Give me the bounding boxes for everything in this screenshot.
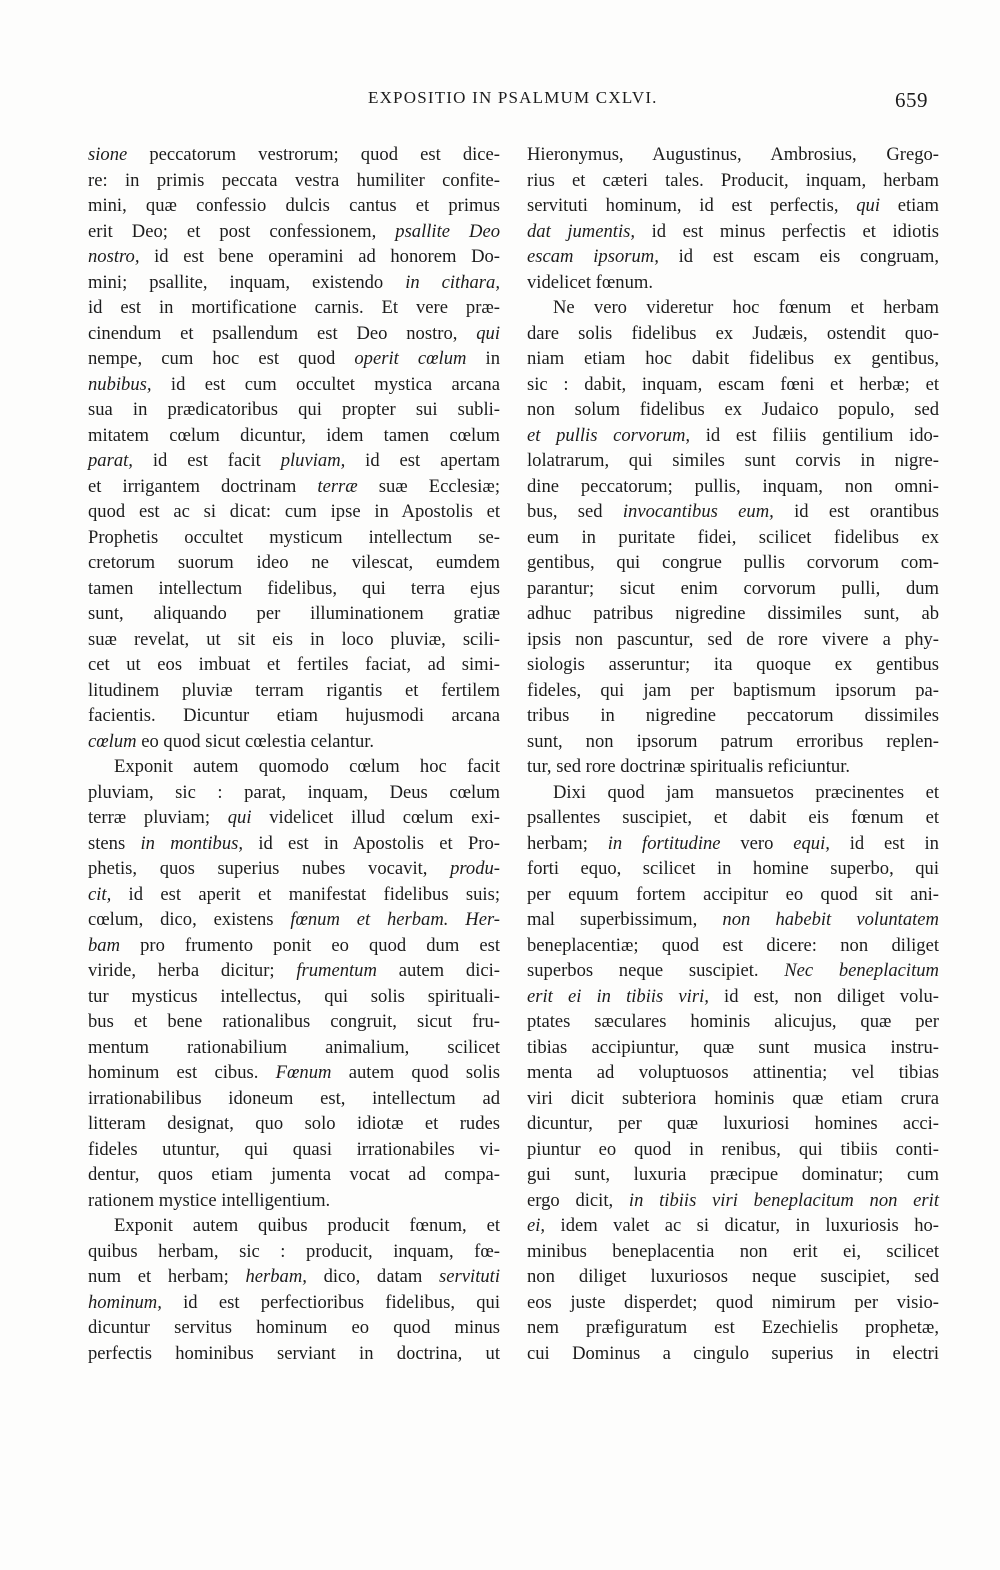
italic-text: cit, xyxy=(88,883,112,905)
text-line xyxy=(527,346,939,372)
text-segment: forti equo, scilicet in homine superbo, qui xyxy=(527,858,939,879)
text-segment: mini, quæ confessio dulcis cantus et primus xyxy=(88,195,500,216)
text-segment: viride, herba dicitur; xyxy=(88,960,297,981)
italic-text: dat jumentis, xyxy=(527,220,635,242)
text-segment: tur, sed rore doctrinæ spiritualis reficiuntur. xyxy=(527,756,851,777)
text-segment: nem præfiguratum est Ezechielis prophetæ, xyxy=(527,1317,939,1338)
text-line xyxy=(527,448,939,474)
text-line xyxy=(527,193,939,219)
text-segment: pro frumento ponit eo quod dum est xyxy=(120,934,500,956)
text-line xyxy=(527,703,939,729)
text-line xyxy=(88,1035,500,1061)
text-line xyxy=(527,1009,939,1035)
text-line xyxy=(527,1290,939,1316)
italic-text: terræ xyxy=(317,475,358,497)
text-line xyxy=(88,1137,500,1163)
text-line xyxy=(527,474,939,500)
text-segment: beneplacentiæ; quod est dicere: non diliget xyxy=(527,934,939,956)
italic-text: Fœnum xyxy=(275,1062,332,1083)
text-segment: fideles, qui jam per baptismum ipsorum pa- xyxy=(527,679,939,701)
text-segment: dine peccatorum; pullis, inquam, non omni- xyxy=(527,475,939,497)
text-line xyxy=(527,321,939,347)
text-segment: mini; psallite, inquam, existendo xyxy=(88,271,406,293)
text-line xyxy=(527,1086,939,1112)
italic-text: ei, xyxy=(527,1215,546,1236)
text-segment: tribus in nigredine peccatorum dissimiles xyxy=(527,705,939,726)
text-line xyxy=(527,1111,939,1137)
italic-text: cœlum xyxy=(88,730,137,752)
text-segment: id est in mortificatione carnis. Et vere præ- xyxy=(88,297,500,318)
text-line xyxy=(527,1239,939,1265)
text-line xyxy=(88,933,500,959)
text-line xyxy=(88,984,500,1010)
text-line xyxy=(527,1035,939,1061)
text-segment: rationem mystice intelligentium. xyxy=(88,1189,331,1211)
text-line xyxy=(88,270,500,296)
text-segment: id est in Apostolis et Pro- xyxy=(243,832,500,854)
text-line xyxy=(527,423,939,449)
text-segment: irrationabilibus idoneum est, intellectum ad xyxy=(88,1087,500,1109)
italic-text: in fortitudine xyxy=(607,832,721,854)
text-segment: hominum est cibus. xyxy=(88,1062,276,1083)
text-line xyxy=(88,958,500,984)
text-segment: facientis. Dicuntur etiam hujusmodi arcana xyxy=(88,705,500,726)
italic-text: frumentum xyxy=(296,960,377,981)
text-line xyxy=(88,1213,500,1239)
text-line xyxy=(88,1315,500,1341)
text-segment: mal superbissimum, xyxy=(527,909,723,930)
text-segment: Ne vero videretur hoc fœnum et herbam xyxy=(553,297,939,318)
text-line xyxy=(527,1188,939,1214)
text-line xyxy=(527,168,939,194)
text-line xyxy=(527,652,939,678)
text-segment: mentum rationabilium animalium, scilicet xyxy=(88,1036,500,1058)
text-line xyxy=(88,244,500,270)
text-line xyxy=(88,652,500,678)
text-segment: dicuntur servitus hominum eo quod minus xyxy=(88,1317,500,1338)
italic-text: parat, xyxy=(88,450,133,471)
text-segment: servituti hominum, id est perfectis, xyxy=(527,195,857,216)
text-line xyxy=(88,576,500,602)
text-segment: dentur, quos etiam jumenta vocat ad compa- xyxy=(88,1164,500,1185)
text-line xyxy=(88,372,500,398)
text-line xyxy=(88,601,500,627)
text-segment: gentibus, qui congrue pullis corvorum com- xyxy=(527,552,939,573)
text-segment: ptates sæculares hominis alicujus, quæ per xyxy=(527,1011,939,1032)
text-segment: viri dicit subteriora hominis quæ etiam crura xyxy=(527,1087,939,1109)
text-segment: videlicet illud cœlum exi- xyxy=(251,807,501,828)
italic-text: operit cœlum xyxy=(354,348,467,369)
text-segment: etiam xyxy=(879,195,939,216)
text-line xyxy=(88,780,500,806)
text-line xyxy=(527,907,939,933)
italic-text: et pullis corvorum, xyxy=(527,424,691,446)
text-segment: quibus herbam, sic : producit, inquam, fœ- xyxy=(88,1240,500,1262)
text-line xyxy=(527,219,939,245)
italic-text: in tibiis viri beneplacitum non erit xyxy=(628,1189,939,1211)
text-segment: rius et cæteri tales. Producit, inquam, herbam xyxy=(527,169,939,191)
text-line xyxy=(88,1264,500,1290)
text-line xyxy=(88,168,500,194)
text-segment: superbos neque suscipiet. xyxy=(527,960,785,981)
text-line xyxy=(88,550,500,576)
text-line xyxy=(527,1213,939,1239)
text-line xyxy=(527,1162,939,1188)
text-line xyxy=(88,1060,500,1086)
text-segment: pluviam, sic : parat, inquam, Deus cœlum xyxy=(88,781,500,803)
text-segment: herbam; xyxy=(527,832,608,854)
text-line xyxy=(527,244,939,270)
text-segment: eum in puritate fidei, scilicet fidelibus ex xyxy=(527,526,939,548)
text-segment: Hieronymus, Augustinus, Ambrosius, Grego- xyxy=(527,144,939,165)
text-line xyxy=(527,372,939,398)
text-segment: cinendum et psallendum est Deo nostro, xyxy=(88,322,477,344)
text-line xyxy=(88,1290,500,1316)
text-segment: sic : dabit, inquam, escam fœni et herbæ; et xyxy=(527,373,939,395)
text-segment: id est, non diliget volu- xyxy=(708,985,939,1007)
text-segment: fideles utuntur, qui quasi irrationabiles vi- xyxy=(88,1138,500,1160)
text-line xyxy=(88,448,500,474)
text-segment: et irrigantem doctrinam xyxy=(88,475,318,497)
text-segment: num et herbam; xyxy=(88,1266,246,1287)
italic-text: produ- xyxy=(450,858,500,879)
text-segment: litudinem pluviæ terram rigantis et fertilem xyxy=(88,679,500,701)
text-line xyxy=(88,499,500,525)
italic-text: qui xyxy=(476,322,500,344)
text-segment: id est escam eis congruam, xyxy=(658,246,939,267)
italic-text: hominum, xyxy=(88,1291,162,1313)
text-segment: lolatrarum, qui similes sunt corvis in nigre- xyxy=(527,450,939,471)
text-segment: ergo dicit, xyxy=(527,1189,629,1211)
text-segment: siologis asseruntur; ita quoque ex gentibus xyxy=(527,654,939,675)
text-segment: cui Dominus a cingulo superius in electri xyxy=(527,1342,939,1364)
text-segment: menta ad voluptuosos attinentia; vel tibias xyxy=(527,1062,939,1083)
text-line xyxy=(527,754,939,780)
text-line xyxy=(88,882,500,908)
text-line xyxy=(527,1341,939,1367)
text-segment: dico, datam xyxy=(306,1266,440,1287)
text-line xyxy=(88,1162,500,1188)
text-line xyxy=(88,295,500,321)
text-segment: non solum fidelibus ex Judaico populo, sed xyxy=(527,399,939,420)
right-column xyxy=(527,142,939,1366)
text-line xyxy=(527,1264,939,1290)
text-line xyxy=(88,423,500,449)
text-segment: stens xyxy=(88,832,141,854)
text-line xyxy=(527,601,939,627)
italic-text: qui xyxy=(856,195,880,216)
text-line xyxy=(88,831,500,857)
text-segment: psallentes suscipiet, et dabit eis fœnum et xyxy=(527,807,939,828)
text-line xyxy=(527,550,939,576)
text-line xyxy=(527,397,939,423)
text-segment: piuntur eo quod in renibus, qui tibiis conti- xyxy=(527,1138,939,1160)
italic-text: equi, xyxy=(793,832,830,854)
text-segment: niam etiam hoc dabit fidelibus ex gentibus, xyxy=(527,348,939,369)
text-segment: id est in xyxy=(829,832,939,854)
text-segment: dare solis fidelibus ex Judæis, ostendit quo- xyxy=(527,322,939,344)
italic-text: erit ei in tibiis viri, xyxy=(527,985,709,1007)
italic-text: escam ipsorum, xyxy=(527,246,659,267)
text-segment: cet ut eos imbuat et fertiles faciat, ad simi- xyxy=(88,654,500,675)
page-number: 659 xyxy=(895,88,928,112)
text-segment: dicuntur, per quæ luxuriosi homines acci- xyxy=(527,1113,939,1134)
text-segment: sua in prædicatoribus qui propter sui subli- xyxy=(88,399,500,420)
text-line xyxy=(88,856,500,882)
text-line xyxy=(88,1188,500,1214)
text-segment: phetis, quos superius nubes vocavit, xyxy=(88,858,451,879)
text-segment: bus et bene rationalibus congruit, sicut fru- xyxy=(88,1011,500,1032)
text-segment: id est bene operamini ad honorem Do- xyxy=(139,246,500,267)
text-segment: erit Deo; et post confessionem, xyxy=(88,220,396,242)
text-line xyxy=(527,576,939,602)
text-segment: sunt, aliquando per illuminationem gratiæ xyxy=(88,603,500,624)
italic-text: in montibus, xyxy=(140,832,244,854)
text-line xyxy=(88,1341,500,1367)
text-segment: id est cum occultet mystica arcana xyxy=(151,373,500,395)
italic-text: psallite Deo xyxy=(395,220,500,242)
text-segment: eo quod sicut cœlestia celantur. xyxy=(136,730,375,752)
text-segment: Prophetis occultet mysticum intellectum se- xyxy=(88,526,500,548)
left-column xyxy=(88,142,500,1366)
text-segment: videlicet fœnum. xyxy=(527,271,653,293)
italic-text: invocantibus eum, xyxy=(622,501,774,522)
text-line xyxy=(527,805,939,831)
text-segment: minibus beneplacentia non erit ei, scilicet xyxy=(527,1240,939,1262)
text-segment: autem quod solis xyxy=(331,1062,501,1083)
italic-text: bam xyxy=(88,934,121,956)
text-line xyxy=(88,703,500,729)
text-segment: autem dici- xyxy=(376,960,500,981)
italic-text: herbam, xyxy=(245,1266,307,1287)
text-segment: in xyxy=(466,348,500,369)
text-segment: cretorum suorum ideo ne vilescat, eumdem xyxy=(88,552,500,573)
text-line xyxy=(88,678,500,704)
text-line xyxy=(527,525,939,551)
text-line xyxy=(88,219,500,245)
text-segment: id est minus perfectis et idiotis xyxy=(635,220,939,242)
text-line xyxy=(527,142,939,168)
text-line xyxy=(527,729,939,755)
italic-text: non habebit voluntatem xyxy=(722,909,939,930)
text-segment: tamen intellectum fidelibus, qui terra ejus xyxy=(88,577,500,599)
text-line xyxy=(88,1086,500,1112)
text-segment: Dixi quod jam mansuetos præcinentes et xyxy=(553,781,939,803)
text-line xyxy=(527,933,939,959)
italic-text: servituti xyxy=(439,1266,500,1287)
text-segment: eos juste disperdet; quod nimirum per visio- xyxy=(527,1291,939,1313)
text-segment: Exponit autem quibus producit fœnum, et xyxy=(114,1215,500,1236)
running-title: EXPOSITIO IN PSALMUM CXLVI. xyxy=(368,88,658,107)
text-line xyxy=(527,499,939,525)
text-line xyxy=(88,321,500,347)
text-segment: gui sunt, luxuria præcipue dominatur; cum xyxy=(527,1164,939,1185)
text-line xyxy=(527,958,939,984)
text-line xyxy=(88,474,500,500)
text-segment: vero xyxy=(720,832,794,854)
text-line xyxy=(527,1060,939,1086)
text-segment: id est filiis gentilium ido- xyxy=(690,424,939,446)
text-segment: id est aperit et manifestat fidelibus suis; xyxy=(111,883,500,905)
text-line xyxy=(88,907,500,933)
text-line xyxy=(88,1111,500,1137)
text-line xyxy=(88,193,500,219)
text-line xyxy=(527,882,939,908)
text-line xyxy=(88,397,500,423)
text-line xyxy=(88,805,500,831)
text-segment: bus, sed xyxy=(527,501,623,522)
text-segment: id est orantibus xyxy=(773,501,940,522)
text-line xyxy=(88,729,500,755)
text-line xyxy=(88,346,500,372)
text-line xyxy=(88,1009,500,1035)
text-line xyxy=(527,780,939,806)
text-line xyxy=(88,525,500,551)
text-segment: re: in primis peccata vestra humiliter confite- xyxy=(88,169,500,191)
italic-text: fœnum et herbam. Her- xyxy=(290,909,500,930)
text-segment: id est apertam xyxy=(345,450,500,471)
text-line xyxy=(527,1315,939,1341)
text-line xyxy=(88,1239,500,1265)
text-segment: suæ revelat, ut sit eis in loco pluviæ, scili- xyxy=(88,628,500,650)
text-line xyxy=(527,856,939,882)
text-segment: suæ Ecclesiæ; xyxy=(357,475,500,497)
italic-text: qui xyxy=(227,807,252,828)
text-segment: sunt, non ipsorum patrum erroribus replen- xyxy=(527,730,939,752)
text-segment: Exponit autem quomodo cœlum hoc facit xyxy=(114,756,500,777)
text-segment: idem valet ac si dicatur, in luxuriosis ho- xyxy=(545,1215,939,1236)
text-segment: non diliget luxuriosos neque suscipiet, sed xyxy=(527,1266,939,1287)
text-segment: id est perfectioribus fidelibus, qui xyxy=(161,1291,500,1313)
text-line xyxy=(527,627,939,653)
italic-text: sione xyxy=(88,144,128,165)
text-line xyxy=(527,295,939,321)
text-segment: per equum fortem accipitur eo quod sit ani- xyxy=(527,883,939,905)
text-segment: id est facit xyxy=(132,450,281,471)
text-segment: nempe, cum hoc est quod xyxy=(88,348,355,369)
text-line xyxy=(527,1137,939,1163)
text-segment: terræ pluviam; xyxy=(88,807,228,828)
text-segment: quod est ac si dicat: cum ipse in Apostolis et xyxy=(88,501,500,522)
text-segment: peccatorum vestrorum; quod est dice- xyxy=(127,144,500,165)
text-segment: tur mysticus intellectus, qui solis spirituali- xyxy=(88,985,500,1007)
text-line xyxy=(88,627,500,653)
text-line xyxy=(88,754,500,780)
italic-text: nubibus, xyxy=(88,373,152,395)
text-segment: perfectis hominibus serviant in doctrina, ut xyxy=(88,1342,500,1364)
italic-text: nostro, xyxy=(88,246,140,267)
text-segment: mitatem cœlum dicuntur, idem tamen cœlum xyxy=(88,424,500,446)
text-segment: ipsis non pascuntur, sed de rore vivere a phy- xyxy=(527,628,939,650)
text-line xyxy=(527,984,939,1010)
text-line xyxy=(527,270,939,296)
text-segment: tibias accipiuntur, quæ sunt musica instru- xyxy=(527,1036,939,1058)
text-segment: adhuc patribus nigredine dissimiles sunt, ab xyxy=(527,603,939,624)
text-segment: cœlum, dico, existens xyxy=(88,909,291,930)
text-line xyxy=(527,831,939,857)
text-line xyxy=(88,142,500,168)
italic-text: Nec beneplacitum xyxy=(784,960,939,981)
italic-text: pluviam, xyxy=(280,450,346,471)
italic-text: in cithara, xyxy=(405,271,500,293)
text-segment: parantur; sicut enim corvorum pulli, dum xyxy=(527,577,939,599)
text-line xyxy=(527,678,939,704)
text-segment: litteram designat, quo solo idiotæ et rudes xyxy=(88,1113,500,1134)
